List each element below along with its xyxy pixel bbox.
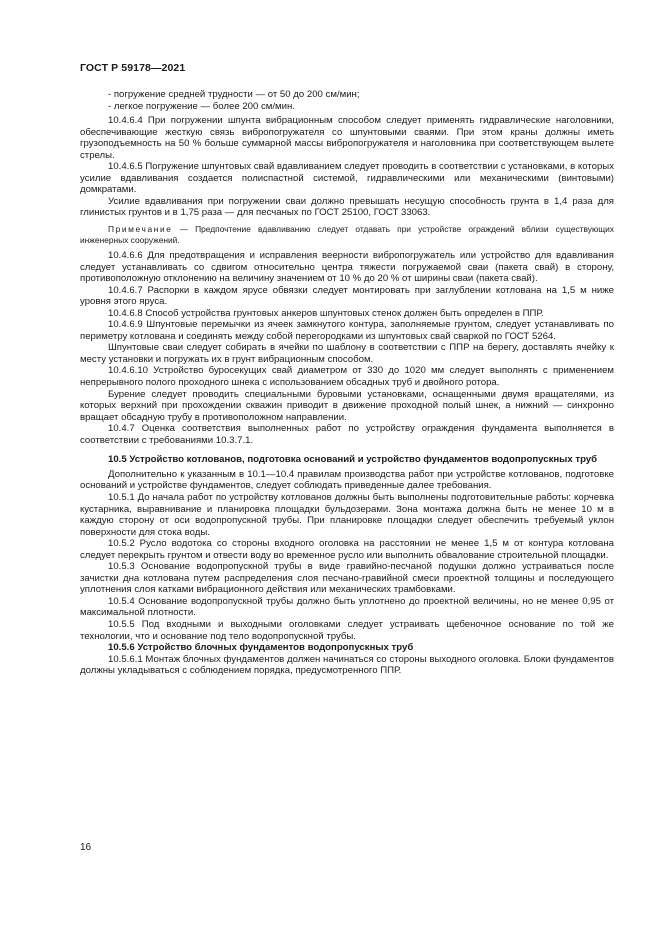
paragraph: 10.4.6.5 Погружение шпунтовых свай вдавливанием следует проводить в соответствии с установками, в которых усилие вдавливания создается полиспастной системой, гидравлическими или механическими (винтовыми) домкратами.	[80, 161, 614, 196]
section-heading: 10.5 Устройство котлованов, подготовка оснований и устройство фундаментов водопропускных труб	[108, 454, 598, 466]
paragraph: Шпунтовые сваи следует собирать в ячейки по шаблону в соответствии с ППР на берегу, доставлять ячейку к месту установки и погружать их в грунт вибрационным способом.	[80, 342, 614, 365]
paragraph: 10.4.6.4 При погружении шпунта вибрационным способом следует применять гидравлические наголовники, обеспечивающие жесткую связь вибропогружателя со шпунтовыми сваями. При этом краны должны иметь грузоподъемность на 50 % больше суммарной массы вибропогружателя и наголовника при соответствующем вылете стрелы.	[80, 115, 614, 161]
document-header: ГОСТ Р 59178—2021	[80, 62, 186, 74]
paragraph: Дополнительно к указанным в 10.1—10.4 правилам производства работ при устройстве котлованов, подготовке оснований и устройстве фундаментов, следует соблюдать приведенные далее требования.	[80, 468, 614, 492]
paragraph: 10.5.5 Под входными и выходными оголовками следует устраивать щебеночное основание по той же технологии, что и основание под тело водопропускной трубы.	[80, 618, 614, 642]
paragraph: 10.5.3 Основание водопропускной трубы в виде гравийно-песчаной подушки должно устраиваться после зачистки дна котлована путем распределения слоя песчано-гравийной смеси проектной толщины и последующего уплотнения слоя катками вибрационного действия или механических трамбовками.	[80, 561, 614, 596]
paragraph: 10.5.2 Русло водотока со стороны входного оголовка на расстоянии не менее 1,5 м от контура котлована следует перекрыть грунтом и отвести воду во временное русло или выполнить обвалование строительной площадки.	[80, 538, 614, 561]
note-label: Примечание	[108, 224, 173, 235]
paragraph: 10.4.6.7 Распорки в каждом ярусе обвязки следует монтировать при заглублении котлована на 1,5 м ниже уровня этого яруса.	[80, 284, 614, 308]
list-item: - погружение средней трудности — от 50 до 200 см/мин;	[108, 89, 360, 100]
list-item: - легкое погружение — более 200 см/мин.	[108, 100, 295, 112]
note-text: — Предпочтение вдавливанию следует отдавать при устройстве ограждений вблизи существующих инженерных сооружений.	[80, 224, 614, 245]
page-number: 16	[80, 842, 92, 853]
paragraph: 10.4.6.8 Способ устройства грунтовых анкеров шпунтовых стенок должен быть определен в ППР.	[108, 307, 544, 319]
paragraph: 10.4.6.6 Для предотвращения и исправления веерности вибропогружатель или устройство для вдавливания следует устанавливать со сдвигом относительно центра тяжести погружаемой сваи (пакета свай) в сторону, противоположную отклонению на величину значением от 10 % до 20 % от ширины сваи (пакета свай).	[80, 250, 614, 285]
paragraph: Бурение следует проводить специальными буровыми установками, оснащенными двумя вращателями, из которых верхний при прохождении скважин приводит в движение проходной полый шнек, а нижний — синхронно вращает обсадную трубу в противоположном направлении.	[80, 388, 614, 423]
paragraph: 10.4.6.10 Устройство буросекущих свай диаметром от 330 до 1020 мм следует выполнять с применением непрерывного полого проходного шнека с использованием обсадных труб и двойного ротора.	[80, 365, 614, 389]
paragraph: 10.5.6.1 Монтаж блочных фундаментов должен начинаться со стороны выходного оголовка. Блоки фундаментов должны укладываться с соблюдением порядка, предусмотренного ППР.	[80, 653, 614, 677]
paragraph: 10.5.4 Основание водопропускной трубы должно быть уплотнено до проектной величины, но не менее 0,95 от максимальной плотности.	[80, 595, 614, 619]
paragraph: Усилие вдавливания при погружении сваи должно превышать несущую способность грунта в 1,4 раза для глинистых грунтов и в 1,75 раза — для песчаных по ГОСТ 25100, ГОСТ 33063.	[80, 195, 614, 219]
paragraph: 10.4.6.9 Шпунтовые перемычки из ячеек замкнутого контура, заполняемые грунтом, следует устанавливать по периметру котлована и соединять между собой перегородками из шпунтовых свай сваркой по ГОСТ 5264.	[80, 319, 614, 342]
subsection-heading: 10.5.6 Устройство блочных фундаментов водопропускных труб	[108, 642, 414, 654]
paragraph: 10.4.7 Оценка соответствия выполненных работ по устройству ограждения фундамента выполняется в соответствии с требованиями 10.3.7.1.	[80, 423, 614, 446]
paragraph: 10.5.1 До начала работ по устройству котлованов должны быть выполнены подготовительные работы: корчевка кустарника, выравнивание и планировка площадки бульдозерами. Зона монтажа должна быть не менее 10 м в каждую сторону от оси водопропускной трубы. При планировке площадки следует обеспечить требуемый уклон поверхности для стока воды.	[80, 491, 614, 538]
note	[80, 224, 614, 245]
document-body	[80, 89, 614, 677]
